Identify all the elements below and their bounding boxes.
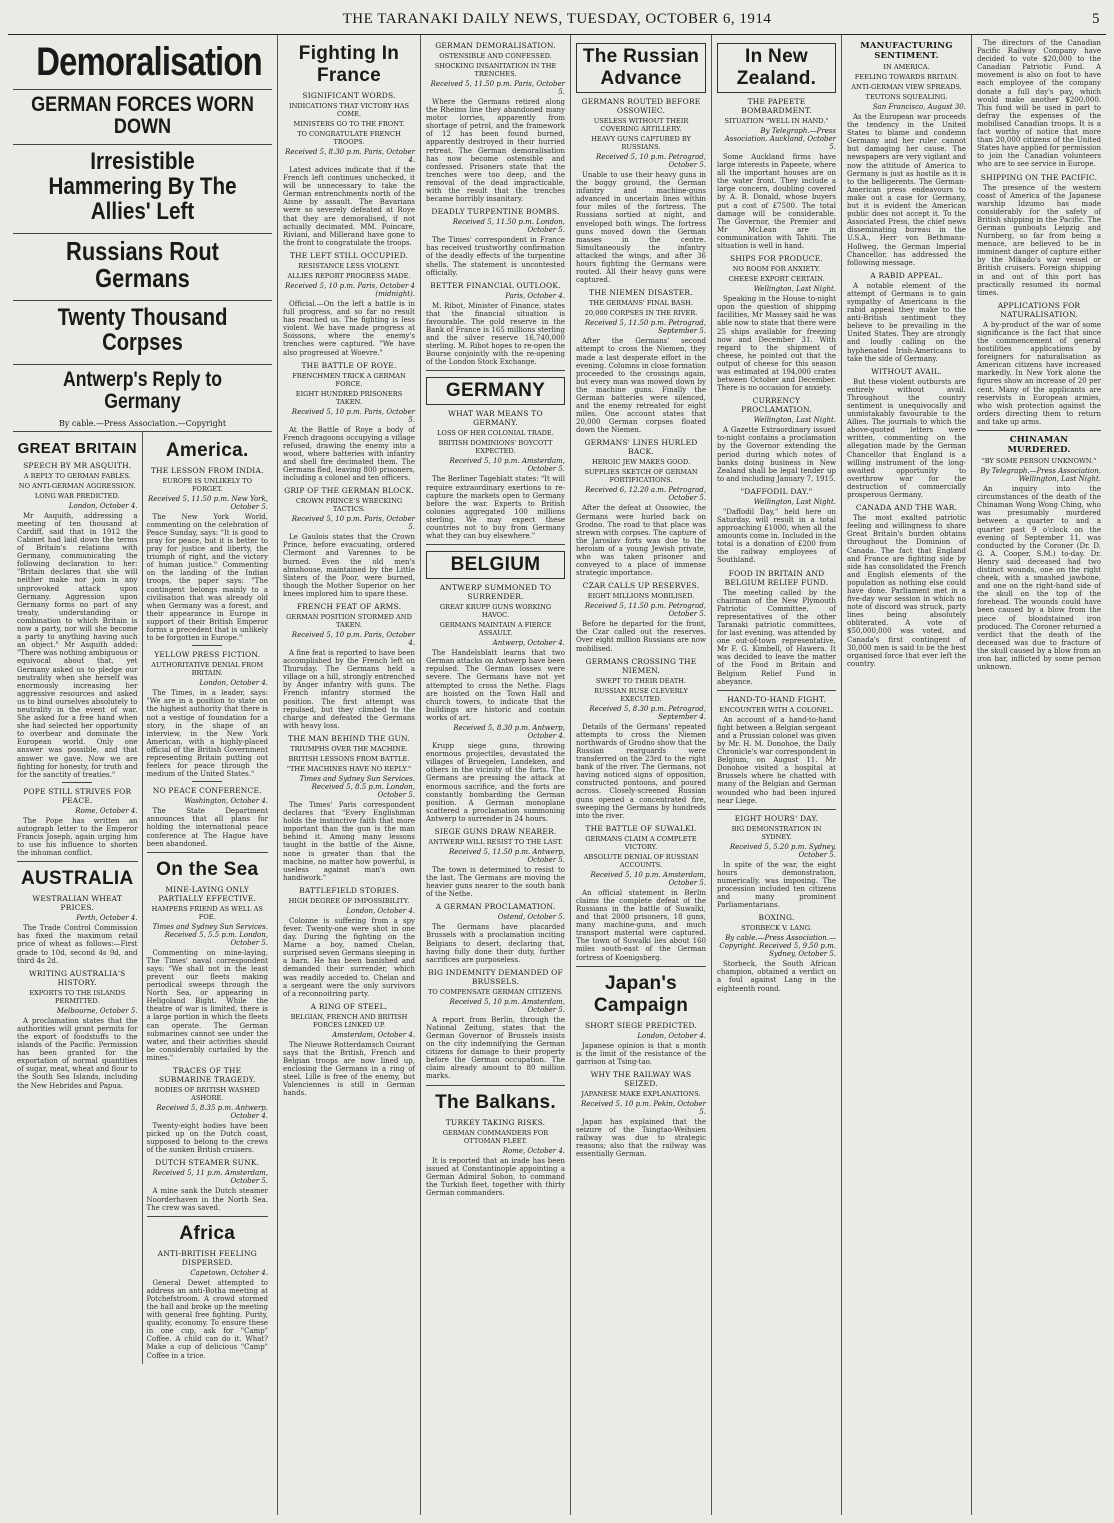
headline: GERMANS ROUTED BEFORE OSSOWIEC. bbox=[581, 97, 701, 115]
subhead: BODIES OF BRITISH WASHED ASHORE. bbox=[154, 1086, 260, 1103]
headline: DUTCH STEAMER SUNK. bbox=[155, 1158, 260, 1168]
article-body: At the Battle of Roye a body of French dragoons occupying a village refused, drawing the enemy into a wood, where batteries with infantry and shell fire decimated them. The Germans fled, leaving 800 prisoners, including a colonel and ten officers. bbox=[283, 425, 415, 483]
article-body: An account of a hand-to-hand fight between a Belgian sergeant and a Prussian colonel was given by Mr. H. M. Donohoe, the Daily Chronicle's war correspondent in Belgium, on August 11. Mr Donohoe visited a hospital at Brussels where he chatted with many of the Belgian and German wounded who had been injured near Liege. bbox=[717, 715, 836, 805]
headline-demoralisation: Demoralisation bbox=[36, 40, 262, 84]
subhead: TO COMPENSATE GERMAN CITIZENS. bbox=[428, 987, 563, 996]
subcolumn-left bbox=[13, 432, 143, 1364]
subhead: CHEESE EXPORT CERTAIN. bbox=[728, 275, 825, 284]
article-body: It is reported that an irade has been issued at Constantinople appointing a German Admiral Sohon, to command the Turkish fleet, together with thirty German commanders. bbox=[426, 1156, 565, 1197]
headline: THE MAN BEHIND THE GUN. bbox=[288, 733, 410, 743]
article-body: The Pope has written an autograph letter to the Emperor Francis Joseph, again urging him to use his influence to shorten the inhuman conflict. bbox=[17, 816, 138, 858]
article-body: Krupp siege guns, throwing enormous projectiles, devastated the villages of Bruegelen, Landeken, and others in the vicinity of the forts. The Germans are pressing the attack at enormous sacrifice, and the forts are constantly bombarding the German position. A German monoplane scattered a proclamation summoning Antwerp to surrender in 24 hours. bbox=[426, 742, 565, 823]
article-body: An official statement in Berlin claims the complete defeat of the Russians in the battle of Suwalki, and that 2000 prisoners, 18 guns, many machine-guns, and much transport material were captured. The town of Suwalki lies about 160 miles south-east of the German fortress of Koenigsberg. bbox=[576, 888, 706, 962]
dateline: Received 5, 10 p.m. Paris, October 5. bbox=[291, 407, 415, 424]
dateline: Perth, October 4. bbox=[76, 914, 138, 923]
subhead: EXPORTS TO THE ISLANDS PERMITTED. bbox=[29, 988, 126, 1005]
dateline: Received 5, 8.30 p.m. Paris, October 4. bbox=[285, 148, 415, 164]
headline-irresistible: Irresistible Hammering By The Allies' Left bbox=[48, 148, 237, 226]
headline: WESTRALIAN WHEAT PRICES. bbox=[32, 894, 123, 913]
section-on-the-sea: On the Sea bbox=[156, 858, 259, 880]
subhead: INDICATIONS THAT VICTORY HAS COME. bbox=[288, 102, 409, 118]
article-body: After the Germans' second attempt to cross the Niemen, they made a last desperate effort in the evening. Columns in close formation proceeded to the crossings again, but every man was mowed down by the machine guns. Finally the German batteries were silenced, and the enemy retreated for eight miles. One account states that 20,000 German corpses floated down the Niemen. bbox=[576, 337, 706, 435]
headline: "DAFFODIL DAY." bbox=[740, 486, 813, 496]
headline: TRACES OF THE SUBMARINE TRAGEDY. bbox=[158, 1066, 256, 1085]
subhead: FEELING TOWARDS BRITAIN. bbox=[854, 73, 959, 81]
subhead: GERMANS MAINTAIN A FIERCE ASSAULT. bbox=[439, 621, 552, 638]
article-body: Speaking in the House to-night upon the question of shipping facilities, Mr Massey said he was able now to state that there were 25 ships available for freezing now and December 31. With regard to the shipment of cheese, he pointed out that the output of cheese for this season was estimated at 194,000 crates between October and December. There is no occasion for anxiety. bbox=[717, 295, 836, 393]
section-russian-advance: The Russian Advance bbox=[576, 43, 706, 93]
dateline: Received 5, 8.30 p.m. Antwerp, October 4. bbox=[453, 724, 565, 741]
subhead: IN AMERICA. bbox=[883, 63, 930, 71]
column-7 bbox=[972, 35, 1106, 1515]
article-body: But these violent outbursts are entirely without avail. Throughout the country sentiment is unequivocally and unmistakably favourable to the Allies. The journals to which the above-quoted letters were written, commenting on the allegation made by the German Chancellor that England is a willing instrument of the long-awaited opportunity to overthrow war for the destruction of commercially prosperous Germany. bbox=[847, 377, 966, 500]
article-body: M. Ribot, Minister of Finance, states that the financial situation is favourable. The gold reserve in the Bank of France is 165 millions sterling and the silver reserve 16,740,000 sterling. M. Ribot hopes to re-open the Bourse conjointly with the re-opening of the London Stock Exchange. bbox=[426, 301, 565, 367]
article-body: Mr Asquith, addressing a meeting of ten thousand at Cardiff, said that in 1912 the Cabinet had laid down the terms of Britain's relations with Germany, communicating the following declaration to her: "Britain declares that she will neither make nor join in any unprovoked attack upon Germany. Aggression upon Germany forms no part of any treaty, understanding or combination to which Britain is now a party, nor will she become a party to anything having such an object." Mr Asquith added: "There was nothing ambiguous or equivocal about that, yet Germany asked us to pledge our neutrality when she herself was enormously increasing her aggressive resources and asked us to bind ourselves absolutely to neutrality in the event of war. She asked for a free hand when she had selected her opportunity to overbear and dominate the European world. Only one answer was possible, and that answer we gave. Now we are fighting for honesty, for truth and for the sanctity of treaties." bbox=[17, 511, 138, 779]
headline-manufacturing-sentiment: MANUFACTURING SENTIMENT. bbox=[860, 41, 953, 61]
section-in-new-zealand: In New Zealand. bbox=[717, 43, 836, 93]
column-3 bbox=[421, 35, 571, 1515]
article-body: Details of the Germans' repeated attempts to cross the Niemen northwards of Grodno show that the Russian rearguards were transferred on the 23rd to the right bank of the river. The Germans, not having noticed signs of opposition, constructed pontoons, and poured across. Closely-screened Russian guns opened a concentrated fire, sweeping the Germans by hundreds into the river. bbox=[576, 722, 706, 820]
headline: ANTWERP SUMMONED TO SURRENDER. bbox=[439, 583, 552, 602]
dateline: London, October 4. bbox=[199, 679, 268, 688]
dateline: Times and Sydney Sun Services. Received 5, 5.5 p.m. London, October 5. bbox=[152, 922, 268, 947]
dateline: Melbourne, October 5. bbox=[56, 1006, 138, 1015]
subhead: LONG WAR PREDICTED. bbox=[34, 491, 120, 500]
subhead: EUROPE IS UNLIKELY TO FORGET. bbox=[162, 476, 253, 493]
headline-chinaman-murdered: CHINAMAN MURDERED. bbox=[1007, 435, 1071, 456]
headline: GERMAN DEMORALISATION. bbox=[435, 41, 556, 50]
subhead: STORBECK V. LANG. bbox=[741, 924, 812, 933]
dateline: London, October 4. bbox=[637, 1031, 706, 1040]
dateline: Antwerp, October 4. bbox=[492, 639, 565, 648]
dateline: Received 5, 11.50 p.m. New York, October 5. bbox=[147, 494, 268, 511]
headline: SHIPPING ON THE PACIFIC. bbox=[980, 172, 1098, 182]
subhead: THE GERMANS' FINAL BASH. bbox=[589, 299, 693, 308]
column-4 bbox=[571, 35, 712, 1515]
dateline: Received 5, 11.50 p.m. Paris, October 5. bbox=[430, 80, 565, 96]
headline: APPLICATIONS FOR NATURALISATION. bbox=[997, 300, 1081, 319]
article-body: The Times' correspondent in France has received trustworthy confirmation of the deadly effects of the turpentine shells. The statement is uncontested officially. bbox=[426, 236, 565, 277]
dateline: Received 5, 8.35 p.m. Antwerp, October 4. bbox=[156, 1104, 268, 1121]
subhead: HEAVY GUNS CAPTURED BY RUSSIANS. bbox=[591, 135, 691, 151]
subhead: A REPLY TO GERMAN FABLES. bbox=[23, 471, 131, 480]
headline-twenty-thousand: Twenty Thousand Corpses bbox=[57, 304, 228, 357]
subhead: BRITISH LESSONS FROM BATTLE. bbox=[288, 754, 410, 763]
subhead: GERMAN POSITION STORMED AND TAKEN. bbox=[286, 613, 412, 629]
section-australia: AUSTRALIA bbox=[21, 868, 134, 890]
dateline: Received 5, 10 p.m. Amsterdam, October 5. bbox=[449, 997, 565, 1014]
subhead: TEUTONS SQUEALING. bbox=[865, 93, 948, 101]
headline: MINE-LAYING ONLY PARTIALLY EFFECTIVE. bbox=[158, 884, 257, 903]
article-body: The presence of the western coast of America of the Japanese warship Idzumo has made considerably for the safety of British shipping in the Pacific. The German gunboats Leipzig and Nurnberg, so far from being a menace, are believed to be in imminent danger of capture either by the Mikado's war vessel or British cruisers. Foreign shipping in and out of this port has practically resumed its normal times. bbox=[977, 183, 1101, 297]
article-body: General Dewet attempted to address an anti-Botha meeting at Potchefstroom. A crowd stormed the hall and broke up the meeting with general free fighting. Purity, quality, economy. To ensure these in one cup, ask for "Camp" Coffee. A child can do it. What? Make a cup of delicious "Camp" Coffee in a trice. bbox=[146, 1278, 268, 1360]
article-body: After the defeat at Ossowiec, the Germans were hurled back on Grodno. The road to that place was strewn with corpses. The capture of the Jaroslav forts was due to the heroism of a young Jewish private, who was taken prisoner and conveyed to a place of immense strategic importance. bbox=[576, 504, 706, 578]
article-body: A by-product of the war of some significance is the fact that since the commencement of general hostilities applications by foreigners for naturalisation as American citizens have increased markedly. In New York alone the figures show an increase of 20 per cent. Many of the applicants are reservists in European armies, who wish protection against the orders directing them to return and take up arms. bbox=[977, 320, 1101, 426]
headline-german-forces: GERMAN FORCES WORN DOWN bbox=[31, 93, 254, 139]
dateline: London, October 4. bbox=[68, 501, 138, 510]
headline: THE BATTLE OF ROYE. bbox=[301, 360, 397, 370]
headline: BETTER FINANCIAL OUTLOOK. bbox=[430, 280, 561, 290]
article-body: Colonne is suffering from a spy fever. Twenty-one were shot in one day. During the fighting on the Marne a boy, named Chelan, surprised seven Germans sleeping in a barn. He has been banished and demanded their surrender, which was readily acceded to. Chelan and a sergeant were the only survivors of a reconnoitring party. bbox=[283, 916, 415, 998]
headline: HAND-TO-HAND FIGHT. bbox=[727, 694, 826, 704]
subhead: ANTWERP WILL RESIST TO THE LAST. bbox=[428, 837, 563, 846]
article-body: As the European war proceeds the tendency in the United States to blame and condemn Germany and her ruler cannot but damaging her cause. The newspapers are very vigilant and now the attitude of America to Germany is just as hostile as it is to the belligerents. The German-American press endeavours to make out a case for Germany, but it is evident the American public does not accept it. To the Associated Press, the chief news disseminating bureau in the U.S.A., Herr von Bethmann-Hollweg, the German Imperial Chancellor, has addressed the following message. bbox=[847, 113, 966, 267]
subhead: EIGHT MILLIONS MOBILISED. bbox=[587, 592, 695, 601]
subhead: ENCOUNTER WITH A COLONEL. bbox=[719, 705, 834, 714]
column-1-subcolumns bbox=[13, 431, 272, 1364]
subhead: SHOCKING INSANITATION IN THE TRENCHES. bbox=[434, 62, 557, 78]
headline: SHIPS FOR PRODUCE. bbox=[730, 254, 823, 264]
subhead: 20,000 CORPSES IN THE RIVER. bbox=[584, 309, 698, 318]
article-body: Official.—On the left a battle is in full progress, and so far no result has reached us. The fighting is less violent. We have made progress at Soissons, where the enemy's trenches were captured. "We have also progressed at Woevre." bbox=[283, 299, 415, 357]
headline: THE LESSON FROM INDIA. bbox=[150, 465, 264, 475]
article-body: The Nieuwe Rotterdamsch Courant says that the British, French and Belgian troops are now lined up, enclosing the Germans in a ring of steel. Lille is free of the enemy, but Valenciennes is still in German hands. bbox=[283, 1040, 415, 1098]
dateline: London, October 4. bbox=[346, 906, 415, 915]
article-body: The Handelsblatt learns that two German attacks on Antwerp have been repulsed. The German losses were severe. The Germans have not yet attempted to cross the Nethe. Flags are hoisted on the Town Hall and church towers, to indicate that the buildings are historic and contain works of art. bbox=[426, 649, 565, 722]
subhead: "BY SOME PERSON UNKNOWN." bbox=[981, 457, 1097, 466]
subhead: SUPPLIES SKETCH OF GERMAN FORTIFICATIONS. bbox=[584, 468, 698, 485]
dateline: Rome, October 4. bbox=[75, 806, 138, 815]
headline: SHORT SIEGE PREDICTED. bbox=[584, 1020, 698, 1030]
subhead: AUTHORITATIVE DENIAL FROM BRITAIN. bbox=[151, 661, 264, 678]
dateline: Amsterdam, October 4. bbox=[332, 1030, 415, 1039]
subhead: LOSS OF HER COLONIAL TRADE. bbox=[437, 429, 554, 438]
article-body: Le Gaulois states that the Crown Prince, before evacuating, ordered Clermont and Varennes to be burned. Even the old men's almshouse, maintained by the Little Sisters of the Poor, were burned, though the Mother Superior on her knees implored him to spare these. bbox=[283, 533, 415, 598]
dateline: Times and Sydney Sun Services. Received 5, 8.5 p.m. London, October 5. bbox=[299, 774, 415, 799]
article-body: Before he departed for the front, the Czar called out the reserves. Over eight million Russians are now mobilised. bbox=[576, 620, 706, 653]
subhead: BIG DEMONSTRATION IN SYDNEY. bbox=[731, 824, 822, 841]
article-body: A proclamation states that the authorities will grant permits for the export of foodstuffs to the islands of the Pacific. Permission has been granted for the exportation of normal quantities of sugar, meat, wheat and flour to the South Sea Islands, including the New Hebrides and Papua. bbox=[17, 1016, 138, 1090]
subhead: JAPANESE MAKE EXPLANATIONS. bbox=[581, 1089, 701, 1098]
article-body: The directors of the Canadian Pacific Railway Company have decided to vote $20,000 to the Canadian Patriotic Fund. A movement is also on foot to have each employee of the company donate a full day's pay, which would make another $200,000. This fund will be used in part to defray the expenses of the mobilised Canadian troops. It is a fact worthy of notice that more than 20,000 citizens of the United States have applied for permission to join the Canadian volunteers who are to see service in Europe. bbox=[977, 39, 1101, 169]
dateline: Received 5, 10 p.m. Paris, October 4. bbox=[291, 631, 415, 647]
dateline: Received 5, 11.50 p.m. Antwerp, October 5. bbox=[448, 847, 565, 864]
article-body: Where the Germans retired along the Rheims line they abandoned many motor lorries, apparently from shortage of petrol, and the framework of 12 has been found burned, apparently destroyed in their hurried retreat. The German demoralisation has now become ostensible and confessed. Prisoners state that the trenches were too deep, and the removal of the dead impracticable, with the result that the trenches became horribly insanitary. bbox=[426, 98, 565, 204]
headline: WHAT WAR MEANS TO GERMANY. bbox=[448, 409, 543, 428]
article-body: The Trade Control Commission has fixed the maximum retail price of wheat as follows:—First grade to 10d, second 4s 9d, and third 4s 2d. bbox=[17, 924, 138, 965]
dateline: San Francisco, August 30. bbox=[872, 103, 966, 111]
article-body: Unable to use their heavy guns in the boggy ground, the German infantry and machine-guns advanced in uncertain lines within four miles of the fortress. The Russians sortied at night, and enveloped both wings. The fortress guns moved down the German masses in the centre. Simultaneously the infantry attacked the wings, and after 36 hours fighting the Germans were routed. All their heavy guns were captured. bbox=[576, 171, 706, 285]
subhead: RUSSIAN RUSE CLEVERLY EXECUTED. bbox=[594, 686, 688, 703]
dateline: Received 5, 10 p.m. Petrograd, October 5. bbox=[596, 153, 706, 169]
subhead: SITUATION "WELL IN HAND." bbox=[724, 117, 829, 125]
subhead: ANTI-GERMAN VIEW SPREADS. bbox=[851, 83, 962, 91]
headline: POPE STILL STRIVES FOR PEACE. bbox=[23, 786, 132, 805]
subhead: BELGIAN, FRENCH AND BRITISH FORCES LINKED UP. bbox=[290, 1012, 408, 1029]
headline: BIG INDEMNITY DEMANDED OF BRUSSELS. bbox=[428, 967, 563, 986]
article-body: An inquiry into the circumstances of the death of the Chinaman Wong Wong Ching, who was presumably murdered between a quarter to and a quarter past 9 o'clock on the evening of September 11, was conducted by the Coroner (Dr. D. G. A. Cooper, S.M.) to-day. Dr. Henry said deceased had two distinct wounds, one on the right cheek, with a smashed jawbone, and one on the right-hand side of the skull on the top of the forehead. The wounds could have been caused by a blow from the piece of bloodstained iron produced. The Coroner returned a verdict that the death of the deceased was due to fracture of the skull caused by a blow from an iron bar, inflicted by some person unknown. bbox=[977, 485, 1101, 672]
dateline: Received 5, 11.50 p.m. London, October 5. bbox=[452, 218, 565, 235]
headline: A RING OF STEEL. bbox=[310, 1001, 388, 1011]
section-africa: Africa bbox=[179, 1222, 236, 1244]
subhead: HIGH DEGREE OF IMPOSSIBILITY. bbox=[288, 896, 410, 905]
article-body: The meeting called by the chairman of the New Plymouth Patriotic Committee, of representatives of the other Taranaki patriotic committees, for last evening, was attended by one out-of-town representative, Mr F. G. Kimbell, of Hawera. It was decided to leave the matter of the Food in Britain and Belgium Relief Fund in abeyance. bbox=[717, 588, 836, 686]
dateline: Received 5, 10 p.m. Pekin, October 5. bbox=[581, 1099, 706, 1116]
dateline: Wellington, Last Night. bbox=[753, 285, 836, 294]
section-america: America. bbox=[165, 439, 249, 461]
byline: By cable.—Press Association.—Copyright bbox=[58, 418, 227, 428]
dateline: Received 5, 5.20 p.m. Sydney, October 5. bbox=[729, 842, 836, 859]
dateline: Ostend, October 5. bbox=[497, 913, 565, 922]
subhead: TRIUMPHS OVER THE MACHINE. bbox=[290, 744, 408, 753]
article-body: The Germans have placarded Brussels with a proclamation inciting Belgians to desert, declaring that, having fully done their duty, further sacrifices are purposeless. bbox=[426, 923, 565, 964]
dateline: Received 5, 10 p.m. Amsterdam, October 5. bbox=[590, 870, 706, 887]
headline: THE NIEMEN DISASTER. bbox=[589, 288, 693, 298]
article-body: Commenting on mine-laying, The Times' naval correspondent says: "We shall not in the least prevent our fleets making periodical sweeps through the North Sea, or appearing in Heligoland Bight. While the theatre of war is limited, there is a large portion in which the fleets can operate. The German submarines cannot see under the water, and their activities should be considerably curtailed by the mines." bbox=[146, 948, 268, 1062]
headline: A RABID APPEAL. bbox=[870, 270, 943, 280]
subhead: MINISTERS GO TO THE FRONT. bbox=[293, 120, 405, 128]
dateline: Received 5, 11 p.m. Amsterdam, October 5. bbox=[152, 1169, 268, 1186]
headline-antwerp: Antwerp's Reply to Germany bbox=[62, 367, 223, 413]
section-japans-campaign: Japan's Campaign bbox=[593, 972, 689, 1016]
headline-russians: Russians Rout Germans bbox=[66, 235, 219, 293]
subhead: "THE MACHINES HAVE NO REPLY." bbox=[286, 764, 412, 773]
headline: TURKEY TAKING RISKS. bbox=[445, 1117, 546, 1127]
dateline: Received 5, 8.30 p.m. Petrograd, September 4. bbox=[589, 704, 706, 721]
article-body: Twenty-eight bodies have been picked up on the Dutch coast, supposed to belong to the crews of the sunken British cruisers. bbox=[146, 1122, 268, 1155]
subhead: CROWN PRINCE'S WRECKING TACTICS. bbox=[295, 497, 403, 514]
headline: SIEGE GUNS DRAW NEARER. bbox=[434, 826, 557, 836]
article-body: The Times, in a leader, says: "We are in a position to state on the highest authority that there is not a vestige of foundation for a story, in the shape of an interview, in the New York American, with a highly-placed official of the British Government representing Britain putting out feelers for peace through the medium of the United States." bbox=[146, 689, 268, 779]
dateline: Capetown, October 4. bbox=[190, 1268, 268, 1277]
dateline: Received 5, 11.50 p.m. Petrograd, September 5. bbox=[584, 319, 706, 336]
article-body: Japanese opinion is that a month is the limit of the resistance of the garrison at Tsing-tao. bbox=[576, 1041, 706, 1066]
headline: SPEECH BY MR ASQUITH. bbox=[23, 460, 132, 470]
headline: BOXING. bbox=[758, 913, 795, 923]
article-body: The Times' Paris correspondent declares that "Every Englishman holds the instinctive faith that more important than the gun is the man behind it. Among many lessons taught in the battle of the Aisne, none is greater than that the machine, no matter how powerful, is useless against man's own handiwork." bbox=[283, 800, 415, 882]
subhead: ABSOLUTE DENIAL OF RUSSIAN ACCOUNTS. bbox=[583, 852, 699, 869]
column-6 bbox=[842, 35, 972, 1515]
dateline: Washington, October 4. bbox=[184, 797, 268, 806]
headline: GERMANS CROSSING THE NIEMEN. bbox=[585, 656, 697, 675]
article-body: Some Auckland firms have large interests in Papeete, where all the important houses are on the water front. They include a large concern, doubling covered by A. B. Donald, whose buyers put a cost of £7500. The total damage will be considerable. The Governor, the Premier and Mr McLean are in communication with Tahiti. The situation is well in hand. bbox=[717, 153, 836, 251]
article-body: A Gazette Extraordinary issued to-night contains a proclamation by the Governor extending the period during which notes of banks doing business in New Zealand shall be legal tender up to and including January 7, 1915. bbox=[717, 426, 836, 483]
dateline: Wellington, Last Night. bbox=[753, 497, 836, 506]
masthead-title: THE TARANAKI DAILY NEWS, TUESDAY, OCTOBER 6, 1914 bbox=[342, 11, 772, 27]
page-number: 5 bbox=[1092, 11, 1100, 27]
headline: ANTI-BRITISH FEELING DISPERSED. bbox=[157, 1248, 257, 1267]
headline: EIGHT HOURS' DAY. bbox=[734, 813, 819, 823]
dateline: Rome, October 4. bbox=[502, 1146, 565, 1155]
headline: YELLOW PRESS FICTION. bbox=[154, 650, 261, 660]
subhead: OSTENSIBLE AND CONFESSED. bbox=[439, 52, 552, 60]
section-belgium: BELGIUM bbox=[426, 551, 565, 579]
headline: FOOD IN BRITAIN AND BELGIUM RELIEF FUND. bbox=[724, 568, 829, 587]
section-great-britain: GREAT BRITAIN bbox=[17, 439, 137, 457]
article-body: A report from Berlin, through the National Zeitung, states that the German Governor of Brussels insists on the city indemnifying the German citizens for damage to their property before the German occupation. The claim already amount to 80 million marks. bbox=[426, 1015, 565, 1081]
dateline: By cable.—Press Association.—Copyright. Received 5, 9.50 p.m. Sydney, October 5. bbox=[719, 934, 836, 959]
section-balkans: The Balkans. bbox=[435, 1091, 556, 1113]
subhead: GERMANS CLAIM A COMPLETE VICTORY. bbox=[585, 834, 697, 851]
headline: CANADA AND THE WAR. bbox=[855, 503, 958, 513]
headline: GERMANS' LINES HURLED BACK. bbox=[584, 438, 698, 457]
dateline: By Telegraph.—Press Association. Auckland, October 5. bbox=[724, 127, 836, 151]
subhead: GERMAN COMMANDERS FOR OTTOMAN FLEET. bbox=[442, 1128, 549, 1145]
headline: WHY THE RAILWAY WAS SEIZED. bbox=[590, 1069, 692, 1088]
subhead: GREAT KRUPP GUNS WORKING HAVOC. bbox=[439, 603, 552, 620]
headline: NO PEACE CONFERENCE. bbox=[152, 786, 262, 796]
headline: FRENCH FEAT OF ARMS. bbox=[296, 602, 402, 611]
dateline: Received 5, 10 p.m. Amsterdam, October 5. bbox=[449, 457, 565, 474]
headline: CURRENCY PROCLAMATION. bbox=[741, 396, 812, 415]
headline: SIGNIFICANT WORDS. bbox=[302, 91, 396, 100]
article-body: Storbeck, the South African champion, obtained a verdict on a foul against Lang in the eighteenth round. bbox=[717, 960, 836, 993]
dateline: Paris, October 4. bbox=[505, 291, 565, 300]
article-body: The State Department announces that all plans for holding the international peace conference at The Hague have been abandoned. bbox=[146, 807, 268, 848]
subhead: NO ANTI-GERMAN AGGRESSION. bbox=[18, 481, 136, 490]
headline: A GERMAN PROCLAMATION. bbox=[435, 902, 556, 912]
dateline: Wellington, Last Night. bbox=[753, 416, 836, 425]
article-body: The town is determined to resist to the last. The Germans are moving the heavier guns nearer to the south bank of the Nethe. bbox=[426, 865, 565, 899]
article-body: A mine sank the Dutch steamer Noorderhaven in the North Sea. The crew was saved. bbox=[146, 1187, 268, 1212]
column-2 bbox=[278, 35, 421, 1515]
masthead bbox=[8, 6, 1106, 35]
headline: THE LEFT STILL OCCUPIED. bbox=[289, 250, 409, 260]
column-5 bbox=[712, 35, 842, 1515]
subhead: NO ROOM FOR ANXIETY. bbox=[732, 265, 821, 274]
subhead: HEROIC JEW MAKES GOOD. bbox=[591, 458, 691, 467]
subhead: BRITISH DOMINIONS' BOYCOTT EXPECTED. bbox=[438, 439, 553, 456]
subhead: FRENCHMEN TRICK A GERMAN FORCE. bbox=[292, 371, 406, 388]
subhead: TO CONGRATULATE FRENCH TROOPS. bbox=[297, 130, 401, 146]
article-body: The most exalted patriotic feeling and willingness to share Great Britain's burden obtains throughout the Dominion of Canada. The fact that England and France are fighting side by side has consolidated the French and English elements of the population as nothing else could have done. Parliament met in a five-day war session in which no note of discord was struck, party lines being absolutely obliterated. A vote of $50,000,000 was voted, and Canada's first contingent of 30,000 men is said to be the best organised force that ever left the country. bbox=[847, 514, 966, 668]
headline: DEADLY TURPENTINE BOMBS. bbox=[431, 207, 560, 217]
dateline: Received 6, 12.20 a.m. Petrograd, October 5. bbox=[585, 486, 706, 503]
column-1 bbox=[8, 35, 278, 1515]
headline: THE BATTLE OF SUWALKI. bbox=[585, 823, 697, 833]
headline: CZAR CALLS UP RESERVES. bbox=[582, 581, 700, 591]
subhead: RESISTANCE LESS VIOLENT. bbox=[298, 261, 400, 270]
dateline: Received 5, 11.50 p.m. Petrograd, October 5. bbox=[584, 602, 706, 619]
section-germany: GERMANY bbox=[426, 377, 565, 405]
article-body: Latest advices indicate that if the French left continues unchecked, it will be unnecessary to take the German entrenchments north of the Aisne by assault. The Bavarians were so severely defeated at Roye that they are demoralised, if not actually decimated. MM. Poincare, Riviani, and Millerand have gone to the front to congratulate the troops. bbox=[283, 166, 415, 247]
subhead: SWEPT TO THEIR DEATH. bbox=[595, 676, 687, 685]
subcolumn-right bbox=[143, 432, 273, 1364]
headline: GRIP OF THE GERMAN BLOCK. bbox=[284, 486, 414, 496]
headline: WITHOUT AVAIL. bbox=[871, 366, 942, 376]
dateline: Received 5, 10 p.m. Paris, October 5. bbox=[291, 515, 415, 532]
article-body: The Berliner Tageblatt states: "It will require extraordinary exertions to re-capture the markets open to Germany before the war. Experts to British colonies aggregated 100 millions sterling. We may expect these countries not to buy from Germany what they can buy elsewhere." bbox=[426, 475, 565, 541]
section-fighting-in-france: Fighting In France bbox=[298, 43, 400, 86]
article-body: "Daffodil Day," held here on Saturday, will result in a total approaching £1000, when all the amounts come in. Included in the total is a donation of £200 from the railway employees of Southland. bbox=[717, 507, 836, 565]
article-body: A notable element of the attempt of Germans is to gain sympathy of Americans is the rabid appeal they make to the anti-British sentiment they believe to be prevailing in the United States. They are strongly and loudly calling on the hyphenated Irish-Americans to take the side of Germany. bbox=[847, 281, 966, 363]
subhead: USELESS WITHOUT THEIR COVERING ARTILLERY. bbox=[593, 117, 689, 133]
article-body: The New York World, commenting on the celebration of Peace Sunday, says: "It is good to pray for peace, but it is better to pray for justice and liberty, the triumph of right, and the victory of human justice." Commenting on the landing of the Indian troops, the paper says: "The contingent belongs mainly to a civilisation that was already old when Germany was a forest, and their appearance in Europe in support of their British Emperor forms a precedent that is unlikely to be forgotten in Europe." bbox=[146, 512, 268, 643]
headline: BATTLEFIELD STORIES. bbox=[299, 885, 399, 895]
headline: WRITING AUSTRALIA'S HISTORY. bbox=[28, 968, 126, 987]
subhead: EIGHT HUNDRED PRISONERS TAKEN. bbox=[295, 389, 403, 406]
dateline: Received 5, 10 p.m. Paris, October 4 (midnight). bbox=[285, 281, 415, 298]
subhead: ALLIES REPORT PROGRESS MADE. bbox=[287, 271, 411, 280]
subhead: HAMPERS FRIEND AS WELL AS FOE. bbox=[151, 904, 263, 921]
headline: THE PAPEETE BOMBARDMENT. bbox=[741, 97, 812, 115]
dateline: By Telegraph.—Press Association. Wellington, Last Night. bbox=[980, 467, 1101, 484]
article-body: A fine feat is reported to have been accomplished by the French left on Thursday. The Germans held a village on a hill, strongly entrenched by Anger infantry with guns. The French infantry stormed the position. The first attempt was repulsed, but they climbed to the charge and defeated the Germans with heavy loss. bbox=[283, 649, 415, 730]
article-body: Japan has explained that the seizure of the Tsingtao-Weihsien railway was due to strategic reasons; also that the railway was essentially German. bbox=[576, 1117, 706, 1159]
article-body: In spite of the war, the eight hours demonstration, numerically, was imposing. The procession included ten citizens and many prominent Parliamentarians. bbox=[717, 860, 836, 910]
